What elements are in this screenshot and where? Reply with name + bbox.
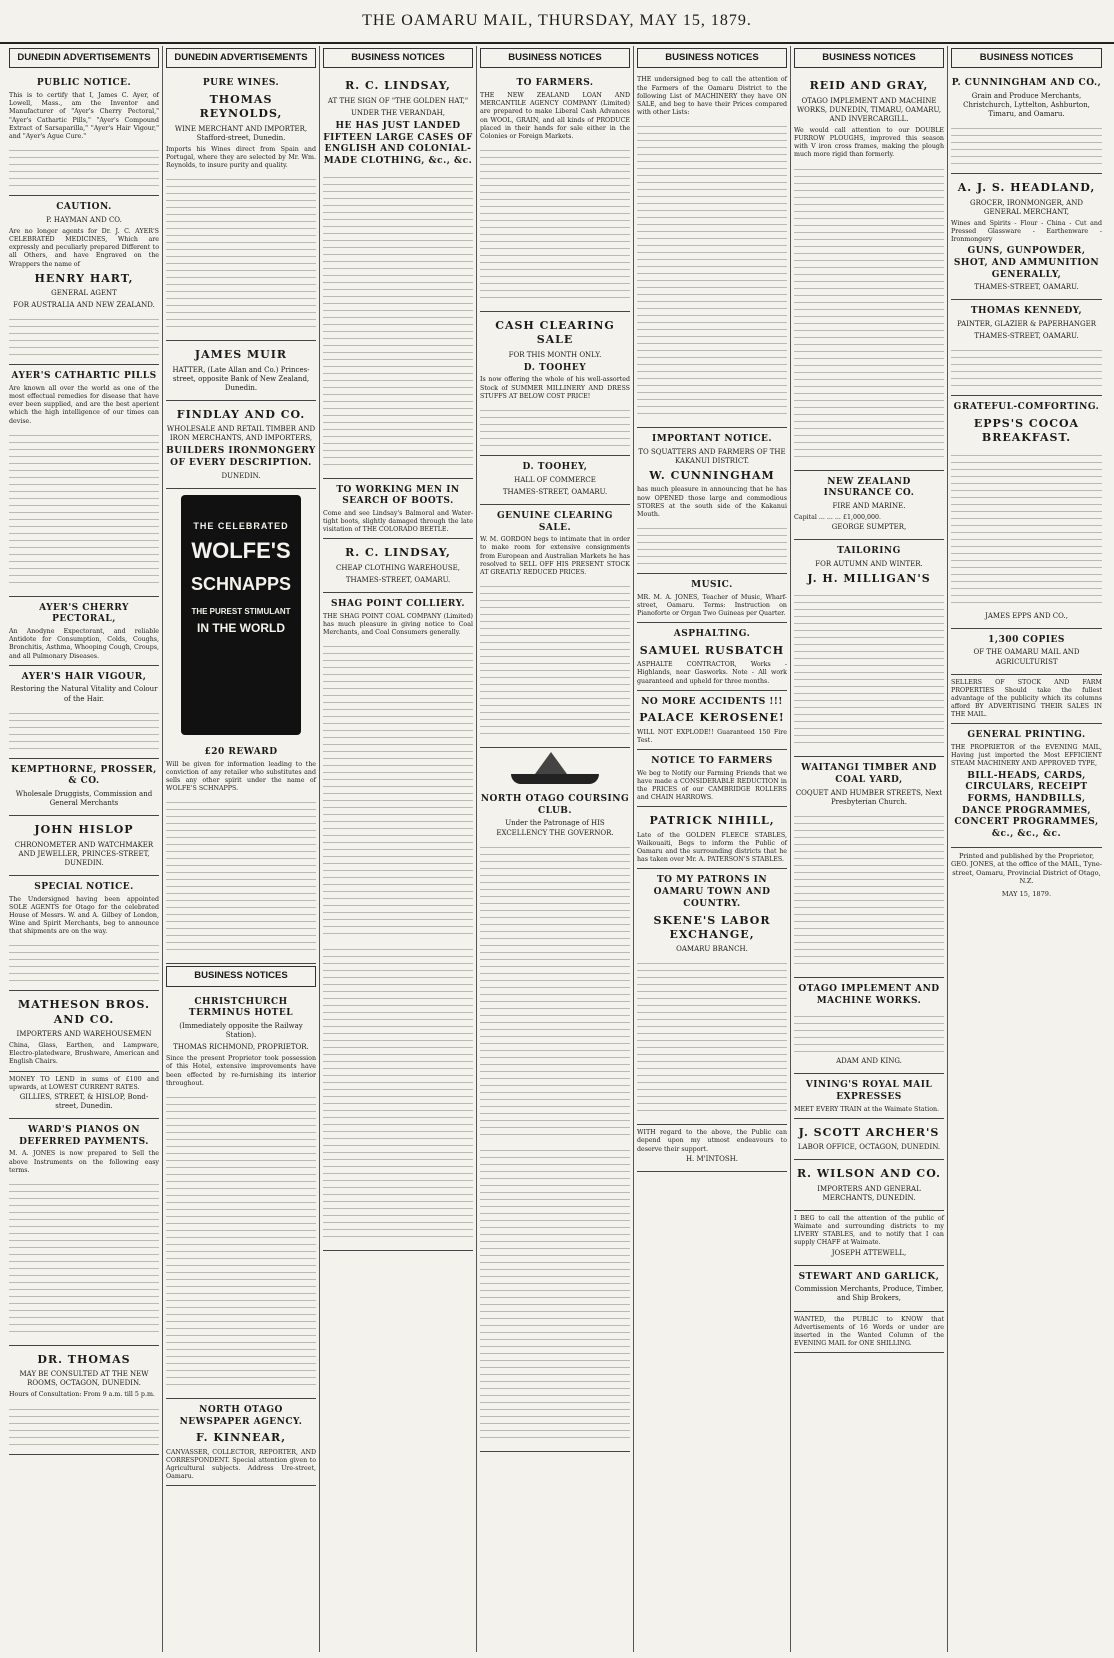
ad-farmers-2 [637, 750, 787, 807]
text-block [951, 449, 1102, 609]
ad-sub: Under the Patronage of HIS EXCELLENCY THE GOVERNOR. [496, 819, 614, 837]
ad-body: THE SHAG POINT COAL COMPANY (Limited) has much pleasure in giving notice to Coal Merchants, and Coal Consumers generally. [323, 612, 473, 636]
ad-body: An Anodyne Expectorant, and reliable Antidote for Consumption, Colds, Coughs, Bronchitis, Asthma, Whooping Cough, Croups, and all Pulmonary Diseases. [9, 628, 159, 660]
ad-place: DUNEDIN. [221, 471, 261, 480]
ad-sub: CHRONOMETER AND WATCHMAKER AND JEWELLER, PRINCES-STREET, DUNEDIN. [14, 840, 154, 867]
ad-title: NORTH OTAGO NEWSPAPER AGENCY. [179, 1404, 303, 1427]
ad-wilson [794, 1160, 944, 1210]
ad-sub: FOR THIS MONTH ONLY. [508, 350, 602, 359]
column-5 [634, 46, 791, 1652]
text-block [637, 957, 787, 1117]
ad-money [9, 1072, 159, 1120]
ad-body: Are known all over the world as one of the most effectual remedies for disease that have ever been supplied, and are the best aperient which the high intelligence of our times can devise. [9, 384, 159, 425]
ad-sub: CHEAP CLOTHING WAREHOUSE, [336, 563, 460, 572]
ad-body: THE NEW ZEALAND LOAN AND MERCANTILE AGENCY COMPANY (Limited) are prepared to make Liberal Cash Advances on WOOL, GRAIN, and all kinds of PRODUCE placed in their hands for sale either in the Colonies or Foreign Markets. [480, 92, 630, 140]
ad-body: We would call attention to our DOUBLE FURROW PLOUGHS, improved this season with V iron cross frames, making the plough much more rigid than formerly. [794, 126, 944, 159]
ad-title: SHAG POINT COLLIERY. [330, 598, 465, 609]
column-header: DUNEDIN ADVERTISEMENTS [9, 48, 159, 68]
ad-insurance [794, 471, 944, 541]
ad-body: Will be given for information leading to the conviction of any retailer who substitutes and sells any other spirit under the name of WOLFE'S SCHNAPPS. [166, 760, 316, 793]
ad-body: China, Glass, Earthen, and Lampware, Electro-platedware, Brushware, American and English Chairs. [9, 1042, 159, 1066]
text-block [9, 429, 159, 589]
ad-working-men [323, 479, 473, 540]
schnapps-line-2: WOLFE'S [191, 537, 291, 563]
ad-christchurch [166, 991, 316, 1399]
schnapps-line-1: THE CELEBRATED [193, 520, 289, 531]
ad-name: SAMUEL RUSBATCH [639, 643, 785, 657]
price-list [323, 171, 473, 471]
text-block [480, 144, 630, 304]
text-block [480, 404, 630, 448]
machinery-list [637, 120, 787, 420]
column-header: BUSINESS NOTICES [637, 48, 787, 68]
ad-body: THE undersigned beg to call the attention of the Farmers of the Oamaru District to the following List of MACHINERY they have ON SALE, and beg to have their Prices compared with other Lists: [637, 76, 787, 117]
ad-title: MUSIC. [691, 580, 733, 591]
ad-place: THAMES-STREET, OAMARU. [974, 283, 1079, 292]
text-block [794, 810, 944, 970]
ad-sub: SKENE'S LABOR EXCHANGE, [653, 913, 771, 941]
ad-public-notice [9, 72, 159, 196]
rate-table [323, 943, 473, 1243]
ad-body: MONEY TO LEND in sums of £100 and upwards, at LOWEST CURRENT RATES. [9, 1075, 159, 1091]
ad-title: GENUINE CLEARING SALE. [497, 510, 613, 533]
imprint: Printed and published by the Proprietor, GEO. JONES, at the office of the MAIL, Tyne-street, Oamaru, Provincial District of Otago, N.Z. [951, 851, 1103, 886]
ad-place: OAMARU BRANCH. [676, 945, 748, 954]
column-header: DUNEDIN ADVERTISEMENTS [166, 48, 316, 68]
ad-nz-loan [480, 72, 630, 312]
ad-title: CHRISTCHURCH TERMINUS HOTEL [188, 996, 294, 1019]
ad-body: CANVASSER, COLLECTOR, REPORTER, AND CORRESPONDENT. Special attention given to Agricultural subjects. Address Ure-street, Oamaru. [166, 1448, 316, 1481]
ad-title: D. TOOHEY, [522, 461, 588, 472]
ad-findlay [166, 401, 316, 489]
ad-sub: TO SQUATTERS AND FARMERS OF THE KAKANUI DISTRICT. [638, 447, 786, 465]
ad-title: £20 REWARD [204, 746, 278, 757]
ad-body: Come and see Lindsay's Balmoral and Water-tight boots, slightly damaged through the late visitation of THE COLORADO BEETLE. [323, 509, 473, 534]
ad-vinings [794, 1074, 944, 1119]
ad-sub: Commission Merchants, Produce, Timber, and Ship Brokers, [794, 1285, 944, 1303]
ad-title: IMPORTANT NOTICE. [652, 434, 772, 445]
column-1 [6, 46, 163, 1652]
column-2 [163, 46, 320, 1652]
text-block [9, 939, 159, 983]
ad-title: WARD'S PIANOS ON DEFERRED PAYMENTS. [19, 1125, 149, 1147]
ad-body: I BEG to call the attention of the public of Waimate and surrounding districts to my LIVERY STABLES, and to notify that I can supply CHAFF at Waimate. [794, 1214, 944, 1247]
ad-name: GEORGE SUMPTER, [831, 523, 907, 532]
text-block [166, 1091, 316, 1391]
text-block [9, 707, 159, 751]
ad-title: NOTICE TO FARMERS [651, 756, 773, 767]
ad-wanted [794, 1312, 944, 1354]
ad-agency [166, 1399, 316, 1486]
ad-title: GRATEFUL-COMFORTING. [953, 402, 1100, 413]
ad-sub: AT THE SIGN OF "THE GOLDEN HAT," [327, 96, 469, 105]
ad-hislop [9, 816, 159, 876]
ad-title: PATRICK NIHILL, [649, 814, 775, 828]
ad-body: Imports his Wines direct from Spain and Portugal, where they are selected by Mr. Wm. Reynolds, to insure purity and quality. [166, 145, 316, 170]
ad-coursing-club [480, 788, 630, 1452]
ad-title: R. C. LINDSAY, [345, 546, 451, 560]
ad-title: ASPHALTING. [673, 629, 751, 640]
ad-title: KEMPTHORNE, PROSSER, & CO. [11, 764, 157, 787]
ad-sub: GILLIES, STREET, & HISLOP, Bond-street, Dunedin. [19, 1092, 149, 1110]
ad-matheson [9, 991, 159, 1071]
ad-title: PUBLIC NOTICE. [36, 78, 132, 89]
ad-sellers [951, 675, 1102, 725]
ad-body: MEET EVERY TRAIN at the Waimate Station. [794, 1105, 940, 1113]
ad-title: REID AND GRAY, [809, 79, 929, 93]
ship-sail [535, 752, 567, 774]
ad-sub: MAY BE CONSULTED AT THE NEW ROOMS, OCTAGON, DUNEDIN. [19, 1370, 149, 1388]
text-block [480, 841, 630, 1141]
ad-title: NEW ZEALAND INSURANCE CO. [823, 476, 915, 499]
text-block [166, 796, 316, 956]
ad-title: STEWART AND GARLICK, [798, 1271, 940, 1282]
ad-sub: PALACE KEROSENE! [639, 711, 785, 725]
ad-under: UNDER THE VERANDAH, [351, 108, 445, 117]
ad-body: WITH regard to the above, the Public can depend upon my utmost endeavours to deserve their support. [637, 1129, 787, 1153]
schnapps-bottle-illustration [181, 495, 301, 735]
ad-body: has much pleasure in announcing that he has now OPENED those large and commodious STORES at the south side of the Kakanui Mouth. [637, 486, 787, 518]
ad-kerosene [637, 691, 787, 750]
ad-cathartic [9, 365, 159, 597]
ad-body: This is to certify that I, James C. Ayer, of Lowell, Mass., am the Inventor and Manufacturer of "Ayer's Cherry Pectoral," "Ayer's Cathartic Pills," "Ayer's Compound Extract of Sarsaparilla," "Ayer's Hair Vigour," and "Ayer's Ague Cure." [9, 92, 159, 140]
ad-body: Since the present Proprietor took possession of this Hotel, extensive improvements have been effected by re-furnishing its interior throughout. [166, 1055, 316, 1087]
column-header: BUSINESS NOTICES [480, 48, 630, 68]
ad-title: FINDLAY AND CO. [176, 407, 306, 421]
ad-title: AYER'S HAIR VIGOUR, [21, 671, 147, 682]
ad-body: HE HAS JUST LANDED FIFTEEN LARGE CASES OF ENGLISH AND COLONIAL-MADE CLOTHING, &c., &c. [323, 120, 473, 166]
ad-body: ASPHALTE CONTRACTOR, Works - Highlands, near Gasworks. Note - All work guaranteed and upheld for three months. [637, 661, 787, 685]
ad-lindsay-2 [323, 539, 473, 592]
ad-title: WAITANGI TIMBER AND COAL YARD, [801, 763, 937, 786]
text-block [794, 163, 944, 463]
ad-hall-of-commerce [480, 456, 630, 505]
ad-cunningham [951, 72, 1102, 174]
ad-farmers [637, 72, 787, 428]
ad-title: GENERAL PRINTING. [967, 730, 1086, 741]
text-block [166, 173, 316, 333]
column-4 [477, 46, 634, 1652]
ad-lindsay [323, 72, 473, 478]
ad-title: TO MY PATRONS IN OAMARU TOWN AND COUNTRY. [653, 875, 771, 909]
ad-title: A. J. S. HEADLAND, [957, 181, 1096, 195]
ad-sub: LABOR OFFICE, OCTAGON, DUNEDIN. [797, 1143, 941, 1152]
masthead-title: THE OAMARU MAIL, THURSDAY, MAY 15, 1879. [362, 12, 752, 29]
ad-name: D. TOOHEY [523, 362, 587, 373]
ad-name: W. CUNNINGHAM [649, 469, 775, 483]
ad-special [9, 876, 159, 992]
schnapps-line-4: THE PUREST STIMULANT [191, 606, 291, 616]
ad-body: Hours of Consultation: From 9 a.m. till 5 p.m. [9, 1391, 155, 1399]
text-block [9, 1403, 159, 1447]
ad-body: The Undersigned having been appointed SOLE AGENTS for Otago for the celebrated House of Messrs. W. and A. Gilbey of London, Wine and Spirit Merchants, beg to announce that shipments are on the way. [9, 895, 159, 936]
ad-title: JOHN HISLOP [34, 823, 134, 837]
ad-otago-implement [794, 978, 944, 1074]
ad-reid-gray [794, 72, 944, 470]
ad-body: We beg to Notify our Farming Friends that we have made a CONSIDERABLE REDUCTION in the PRICES of our CAMBRIDGE ROLLERS and CHAIN HARROWS. [637, 769, 787, 802]
ad-title: NO MORE ACCIDENTS !!! [641, 696, 783, 707]
ad-title: NORTH OTAGO COURSING CLUB. [480, 794, 630, 816]
ad-sub: OTAGO IMPLEMENT AND MACHINE WORKS, DUNEDIN, TIMARU, OAMARU, AND INVERCARGILL. [796, 96, 942, 123]
ad-sub: OF THE OAMARU MAIL AND AGRICULTURIST [973, 648, 1080, 666]
text-block [9, 144, 159, 188]
ad-body: W. M. GORDON begs to intimate that in order to make room for extensive consignments from European and Australian Markets he has resolved to SELL OFF HIS PRESENT STOCK AT GREATLY REDUCED PRICES. [480, 536, 630, 576]
ad-title: MATHESON BROS. AND CO. [18, 998, 150, 1026]
ad-waitangi [794, 757, 944, 978]
ad-title: R. C. LINDSAY, [345, 79, 451, 93]
column-7 [948, 46, 1105, 1652]
ad-sub: Wholesale Druggists, Commission and General Merchants [15, 790, 153, 808]
ad-name: JAMES EPPS AND CO., [985, 611, 1068, 620]
ad-sub: (Immediately opposite the Railway Station). [179, 1021, 303, 1040]
ad-items: Wines and Spirits - Flour - China - Cut and Pressed Glassware - Earthenware - Ironmongery [951, 219, 1102, 244]
ad-place: THAMES-STREET, OAMARU. [345, 575, 451, 584]
ad-title: SPECIAL NOTICE. [34, 881, 134, 892]
ad-title: AYER'S CHERRY PECTORAL, [39, 602, 129, 625]
ad-sub: COQUET AND HUMBER STREETS, Next Presbyterian Church. [795, 788, 943, 806]
ad-stewart [794, 1266, 944, 1312]
ad-music [637, 574, 787, 623]
text-block [9, 313, 159, 357]
agent-name: HENRY HART, [34, 271, 134, 285]
ad-title: VINING'S ROYAL MAIL EXPRESSES [805, 1080, 933, 1103]
ad-name: THOMAS REYNOLDS, [199, 93, 283, 121]
ad-title: TO FARMERS. [516, 78, 594, 89]
ad-title: PURE WINES. [202, 78, 280, 89]
text-block [480, 580, 630, 740]
ad-copies [951, 629, 1102, 675]
ad-sub: HALL OF COMMERCE [514, 475, 596, 484]
ship-hull [511, 774, 599, 784]
ad-muir [166, 341, 316, 401]
ad-attewell [794, 1211, 944, 1266]
ad-sub: FIRE AND MARINE. [832, 501, 906, 510]
ad-list: BILL-HEADS, CARDS, CIRCULARS, RECEIPT FORMS, HANDBILLS, DANCE PROGRAMMES, CONCERT PROGRAMMES, &c., &c., &c. [954, 770, 1099, 840]
ad-title: TAILORING [837, 546, 901, 557]
ad-sub: IMPORTERS AND GENERAL MERCHANTS, DUNEDIN. [817, 1184, 921, 1202]
text-block [951, 122, 1102, 166]
ship-illustration [505, 752, 605, 784]
ad-wards [9, 1119, 159, 1346]
ad-title: TO WORKING MEN IN SEARCH OF BOOTS. [336, 484, 460, 507]
ad-thomas [9, 1346, 159, 1455]
ad-nihill [637, 807, 787, 869]
columns [6, 46, 1108, 1652]
ad-sub: P. HAYMAN AND CO. [46, 215, 122, 224]
text-block [480, 1144, 630, 1444]
rate-table [323, 640, 473, 940]
ad-name: THOMAS RICHMOND, PROPRIETOR. [173, 1043, 309, 1052]
ad-squatters [637, 428, 787, 574]
column-header: BUSINESS NOTICES [323, 48, 473, 68]
ad-body: SELLERS OF STOCK AND FARM PROPERTIES Should take the fullest advantage of the publicity which its columns afford BY ADVERTISING THEIR SALES IN THE MAIL. [951, 678, 1102, 719]
ad-name: F. KINNEAR, [195, 1431, 287, 1445]
agent-role: GENERAL AGENT [51, 289, 117, 297]
ad-body: M. A. JONES is now prepared to Sell the above Instruments on the following easy terms. [9, 1150, 159, 1174]
ad-sub: Grain and Produce Merchants, Christchurch, Lyttelton, Ashburton, Timaru, and Oamaru. [963, 92, 1090, 119]
ad-asphalting [637, 623, 787, 691]
ad-sub: IMPORTERS AND WAREHOUSEMEN [16, 1029, 152, 1038]
ad-title: OTAGO IMPLEMENT AND MACHINE WORKS. [798, 983, 940, 1006]
ad-archer [794, 1119, 944, 1160]
ad-body: Capital ... ... ... £1,000,000. [794, 514, 881, 522]
ad-title: DR. THOMAS [37, 1352, 131, 1366]
column-3 [320, 46, 477, 1652]
column-6 [791, 46, 948, 1652]
ad-skene [637, 869, 787, 1125]
ad-caution [9, 196, 159, 365]
ad-body: MR. M. A. JONES, Teacher of Music, Wharf-street, Oamaru. Terms: Instruction on Pianoforte or Organ Two Guineas per Quarter. [637, 593, 787, 618]
ad-body: WILL NOT EXPLODE!! Guaranteed 150 Fire Test. [637, 728, 787, 744]
ad-name: H. M'INTOSH. [685, 1154, 739, 1163]
ad-shag-point [323, 593, 473, 1251]
ad-sub-2: GUNS, GUNPOWDER, SHOT, AND AMMUNITION GENERALLY, [953, 246, 1100, 280]
ad-place: THAMES-STREET, OAMARU. [502, 487, 608, 496]
text-block [951, 344, 1102, 388]
ad-body: Is now offering the whole of his well-assorted Stock of SUMMER MILLINERY AND DRESS STUFFS AT BELOW COST PRICE! [480, 376, 630, 400]
column-header: BUSINESS NOTICES [166, 966, 316, 986]
ad-title: 1,300 COPIES [988, 634, 1065, 645]
ad-kempthorne [9, 759, 159, 817]
ad-tailoring [794, 540, 944, 757]
ad-body: WANTED, the PUBLIC to KNOW that Advertisements of 16 Words or under are inserted in the Wanted Column of the EVENING MAIL for ONE SHILLING. [794, 1315, 944, 1348]
ad-sub: WHOLESALE AND RETAIL TIMBER AND IRON MERCHANTS, AND IMPORTERS, [166, 425, 316, 443]
ad-printing [951, 724, 1102, 847]
ad-sub: FOR AUTUMN AND WINTER. [815, 560, 923, 569]
text-block [9, 1178, 159, 1338]
ad-title: J. SCOTT ARCHER'S [798, 1126, 940, 1139]
ad-cherry [9, 597, 159, 666]
column-header: BUSINESS NOTICES [794, 48, 944, 68]
ad-pure-wines [166, 72, 316, 341]
ad-title: R. WILSON AND CO. [797, 1167, 941, 1181]
ad-body: BUILDERS IRONMONGERY OF EVERY DESCRIPTION. [166, 446, 316, 469]
text-block [794, 1010, 944, 1054]
ad-sub: GROCER, IRONMONGER, AND GENERAL MERCHANT, [970, 198, 1083, 216]
ad-name: J. H. MILLIGAN'S [807, 572, 931, 586]
agent-region: FOR AUSTRALIA AND NEW ZEALAND. [13, 301, 155, 310]
ad-name: ADAM AND KING. [836, 1057, 902, 1066]
ad-clearing-sale [480, 312, 630, 456]
ad-kennedy [951, 300, 1102, 396]
ad-title: JAMES MUIR [194, 348, 288, 362]
imprint-date: MAY 15, 1879. [1001, 890, 1052, 899]
ad-headland [951, 174, 1102, 300]
ad-sub: Restoring the Natural Vitality and Colour of the Hair. [10, 685, 158, 703]
ad-body: THE PROPRIETOR of the EVENING MAIL, Having just imported the Most EFFICIENT STEAM MACHINERY AND APPROVED TYPE, [951, 744, 1102, 768]
ad-name: JOSEPH ATTEWELL, [831, 1248, 907, 1257]
ad-sub: WINE MERCHANT AND IMPORTER, Stafford-street, Dunedin. [174, 124, 308, 142]
ad-title: AYER'S CATHARTIC PILLS [11, 371, 157, 382]
ad-place: THAMES-STREET, OAMARU. [974, 332, 1079, 341]
ad-title: CASH CLEARING SALE [495, 319, 615, 347]
column-header: BUSINESS NOTICES [951, 48, 1102, 68]
ad-title: THOMAS KENNEDY, [970, 306, 1083, 317]
ad-hair [9, 666, 159, 759]
ad-reward [166, 741, 316, 964]
ad-body: Are no longer agents for Dr. J. C. AYER'S CELEBRATED MEDICINES, Which are expressly and peculiarly prepared Different to all Others, and have Engraved on the Wrappers the name of [9, 227, 159, 268]
ad-body: Late of the GOLDEN FLEECE STABLES, Waikouaiti, Begs to inform the Public of Oamaru and the surrounding districts that he has taken over Mr. A. PATERSON'S STABLES. [637, 831, 787, 864]
text-block [794, 589, 944, 749]
text-block [637, 522, 787, 566]
masthead [0, 0, 1114, 44]
ad-cocoa [951, 396, 1102, 628]
schnapps-line-5: IN THE WORLD [197, 620, 285, 635]
schnapps-line-3: SCHNAPPS [190, 574, 292, 595]
ad-genuine-sale [480, 505, 630, 748]
ad-sub: PAINTER, GLAZIER & PAPERHANGER [957, 320, 1096, 329]
ad-title: CAUTION. [56, 202, 112, 213]
ad-sub: EPPS'S COCOA BREAKFAST. [973, 417, 1080, 445]
ad-sub: HATTER, (Late Allan and Co.) Princes-street, opposite Bank of New Zealand, Dunedin. [172, 365, 310, 392]
ad-title: P. CUNNINGHAM AND CO., [951, 78, 1102, 89]
ad-mintosh [637, 1125, 787, 1172]
